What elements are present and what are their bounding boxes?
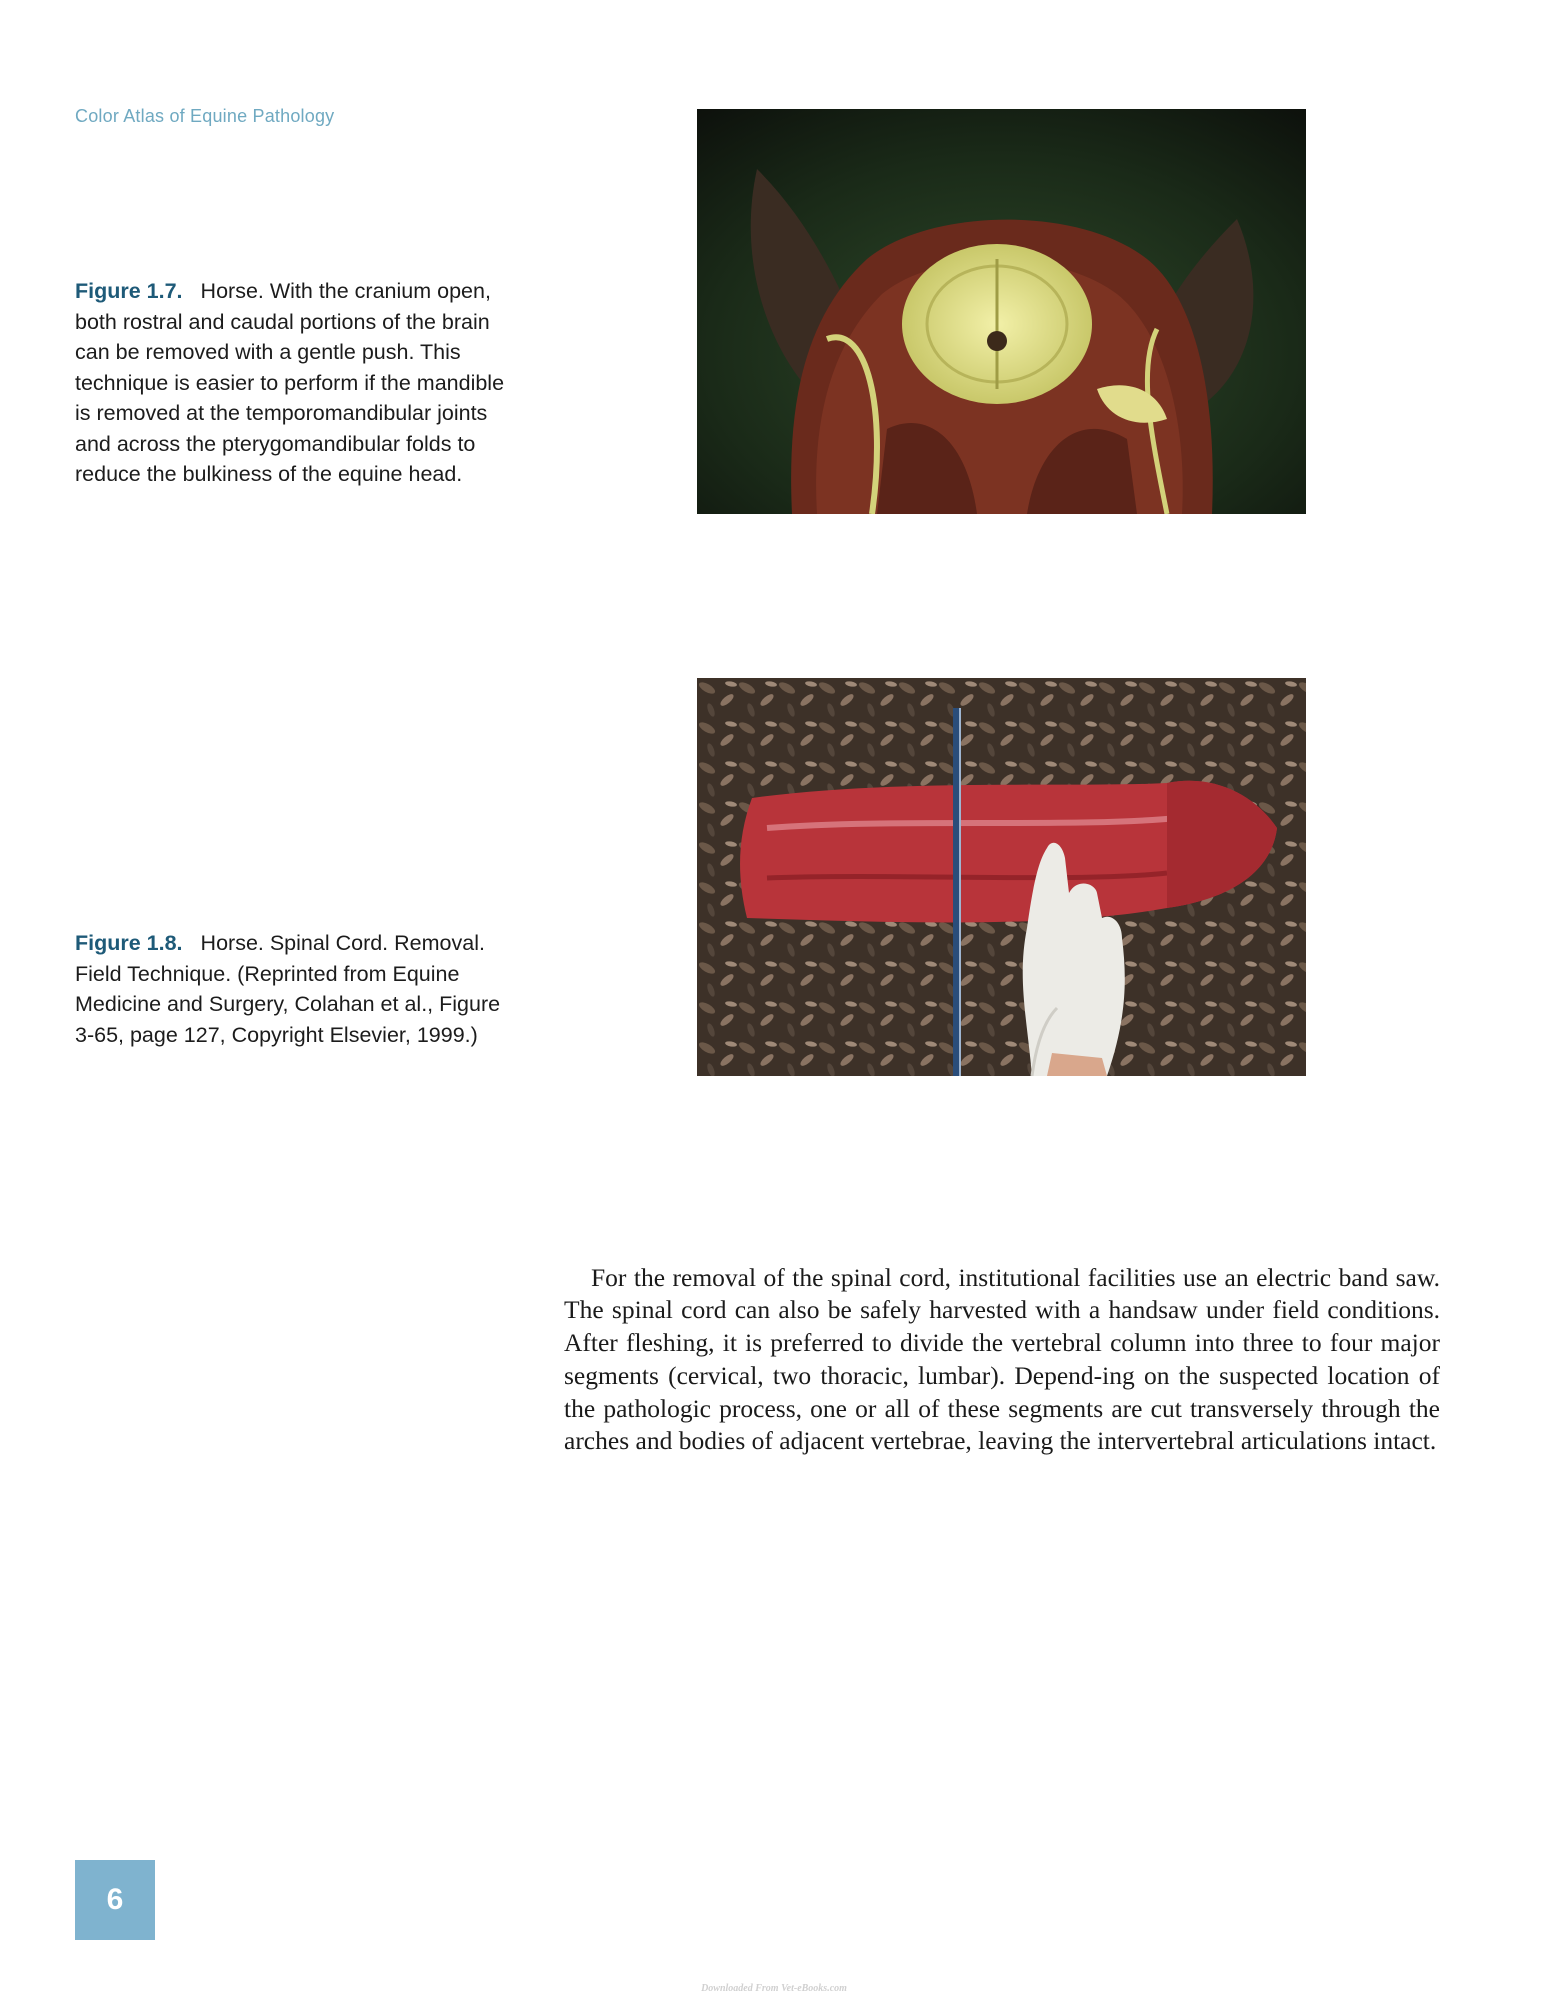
figure-1-8-label: Figure 1.8. (75, 931, 183, 955)
spinal-cord-removal-image (697, 678, 1306, 1076)
figure-1-7-label: Figure 1.7. (75, 279, 183, 303)
figure-1-8-caption-text: Horse. Spinal Cord. Removal. Field Technique. (Reprinted from Equine Medicine and Surgery, Colahan et al., Figure 3-65, page 127, Copyright Elsevier, 1999.) (75, 931, 501, 1047)
figure-1-7-caption (75, 276, 525, 490)
figure-1-8-photo (697, 678, 1306, 1076)
running-header: Color Atlas of Equine Pathology (75, 106, 335, 126)
download-watermark: Downloaded From Vet-eBooks.com (701, 1983, 847, 1994)
body-paragraph: For the removal of the spinal cord, institutional facilities use an electric band saw. The spinal cord can also be safely harvested with a handsaw under field conditions. After fleshing, it is preferred to divide the vertebral column into three to four major segments (cervical, two thoracic, lumbar). Depend-ing on the suspected location of the pathologic process, one or all of these segments are cut transversely through the arches and bodies of adjacent vertebrae, leaving the intervertebral articulations intact. (564, 1262, 1440, 1456)
figure-1-7-caption-text: Horse. With the cranium open, both rostral and caudal portions of the brain can be removed with a gentle push. This technique is easier to perform if the mandible is removed at the temporomandibular joints and across the pterygomandibular folds to reduce the bulkiness of the equine head. (75, 279, 505, 486)
page-number: 6 (106, 1883, 124, 1916)
page-number-box (75, 1860, 155, 1940)
figure-1-7-photo (697, 109, 1306, 514)
figure-1-8-caption (75, 928, 525, 1050)
horse-head-section-image (697, 109, 1306, 514)
